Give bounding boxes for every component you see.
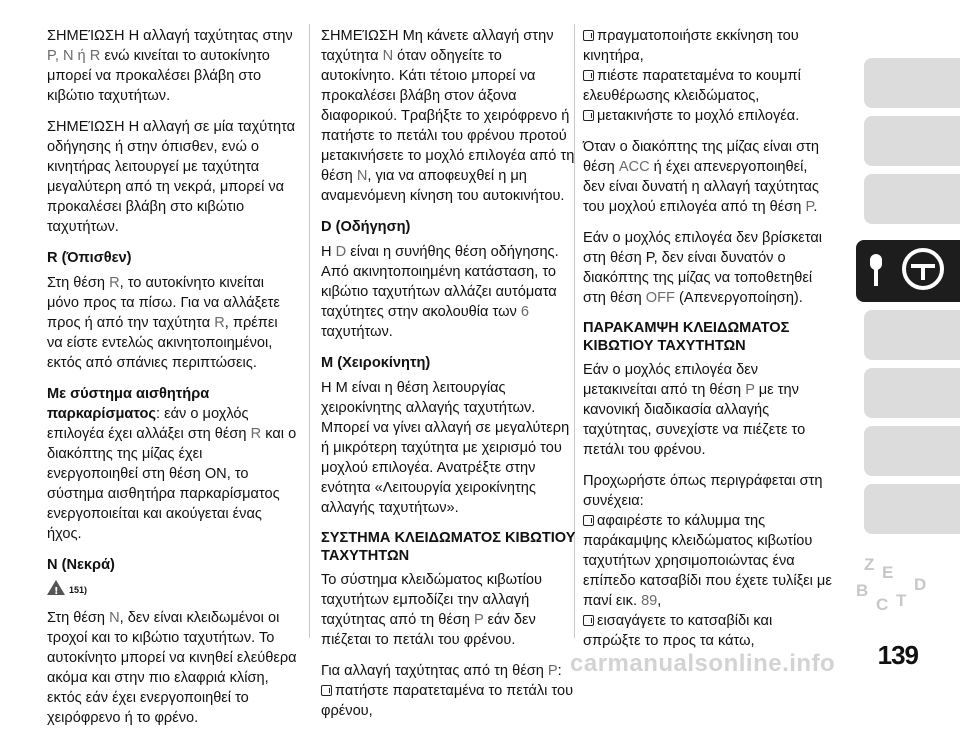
column-divider: [309, 24, 310, 638]
page-number: 139: [877, 640, 918, 670]
chapter-tab-active[interactable]: [856, 240, 960, 302]
text-column-2: [321, 26, 576, 721]
note-paragraph: ΣΗΜΕΊΩΣΗ Η αλλαγή σε μία ταχύτητα οδήγησης ή στην όπισθεν, ενώ ο κινητήρας λειτουργεί με ταχύτητα μεγαλύτερη από τη νεκρά, μπορεί να προκαλέσει βλάβη στο κιβώτιο ταχυτήτων.: [47, 119, 296, 235]
bullet-icon: [321, 685, 332, 696]
bullet-icon: [583, 110, 594, 121]
body-paragraph: Το σύστημα κλειδώματος κιβωτίου ταχυτήτων εμποδίζει την αλλαγή ταχύτητας από τη θέση P εάν δεν πιέζεται το πετάλι του φρένου.: [321, 572, 542, 648]
bullet-item: μετακινήστε το μοχλό επιλογέα.: [583, 106, 833, 126]
section-heading-manual: M (Χειροκίνητη): [321, 355, 431, 371]
body-paragraph: Με σύστημα αισθητήρα παρκαρίσματος: εάν ο μοχλός επιλογέα έχει αλλάξει στη θέση R και ο διακόπτης της μίζας έχει ενεργοποιηθεί στη θέση ON, το σύστημα αισθητήρα παρκαρίσματος ενεργοποιείται και ακούγεται ένας ήχος.: [47, 386, 297, 542]
body-paragraph: Η M είναι η θέση λειτουργίας χειροκίνητης αλλαγής ταχυτήτων. Μπορεί να γίνει αλλαγή σε μεγαλύτερη ή μικρότερη ταχύτητα με χειρισμό του μοχλού επιλογέα. Ανατρέξτε στην ενότητα «Λειτουργία χειροκίνητης αλλαγής ταχυτήτων».: [321, 380, 570, 516]
chapter-tab[interactable]: [864, 174, 960, 224]
chapter-tab[interactable]: [864, 426, 960, 476]
watermark: carmanualsonline.info: [570, 650, 836, 677]
bullet-icon: [583, 615, 594, 626]
section-heading-neutral: N (Νεκρά): [47, 557, 115, 573]
chapter-tab[interactable]: [864, 116, 960, 166]
bullet-item: πατήστε παρατεταμένα το πετάλι του φρένου,: [321, 683, 574, 719]
body-paragraph: Η D είναι η συνήθης θέση οδήγησης. Από ακινητοποιημένη κατάσταση, το κιβώτιο ταχυτήτων αλλάζει αυτόματα ταχύτητες στην ακολουθία των 6 ταχυτήτων.: [321, 244, 559, 340]
body-paragraph: Στη θέση R, το αυτοκίνητο κινείται μόνο προς τα πίσω. Για να αλλάξετε προς ή από την ταχύτητα R, πρέπει να είστε εντελώς ακινητοποιημένοι, εκτός από σπάνιες περιπτώσεις.: [47, 275, 280, 371]
body-paragraph: Προχωρήστε όπως περιγράφεται στη συνέχεια:: [583, 473, 823, 509]
bullet-icon: [583, 515, 594, 526]
chapter-tab[interactable]: [864, 58, 960, 108]
body-paragraph: Εάν ο μοχλός επιλογέα δεν βρίσκεται στη θέση P, δεν είναι δυνατόν ο διακόπτης της μίζας να τοποθετηθεί στη θέση OFF (Απενεργοποίηση).: [583, 230, 823, 306]
note-paragraph: ΣΗΜΕΊΩΣΗ Η αλλαγή ταχύτητας στην P, N ή R ενώ κινείται το αυτοκίνητο μπορεί να προκαλέσει βλάβη στο κιβώτιο ταχυτήτων.: [47, 28, 293, 104]
warning-reference[interactable]: ! 151): [47, 580, 87, 600]
key-icon: [868, 254, 884, 286]
body-paragraph: Εάν ο μοχλός επιλογέα δεν μετακινείται από τη θέση P με την κανονική διαδικασία αλλαγής ταχύτητας, συνεχίστε να πιέζετε το πετάλι του φρένου.: [583, 362, 806, 458]
bullet-item: πιέστε παρατεταμένα το κουμπί ελευθέρωσης κλειδώματος,: [583, 68, 801, 104]
steering-wheel-icon: [902, 248, 944, 290]
chapter-tab[interactable]: [864, 310, 960, 360]
bullet-icon: [583, 30, 594, 41]
bullet-item: πραγματοποιήστε εκκίνηση του κινητήρα,: [583, 28, 799, 64]
bullet-item: αφαιρέστε το κάλυμμα της παράκαμψης κλειδώματος κιβωτίου ταχυτήτων χρησιμοποιώντας ένα επίπεδο κατσαβίδι που έχετε τυλίξει με πανί εικ. 89,: [583, 513, 832, 609]
body-paragraph: Για αλλαγή ταχύτητας από τη θέση P:: [321, 663, 562, 679]
section-heading-reverse: R (Όπισθεν): [47, 250, 132, 266]
body-paragraph: Όταν ο διακόπτης της μίζας είναι στη θέση ACC ή έχει απενεργοποιηθεί, δεν είναι δυνατή η αλλαγή ταχύτητας του μοχλού επιλογέα από τη θέση P.: [583, 139, 819, 215]
section-heading-shift-lock: ΣΥΣΤΗΜΑ ΚΛΕΙΔΩΜΑΤΟΣ ΚΙΒΩΤΙΟΥ ΤΑΧΥΤΗΤΩΝ: [321, 530, 576, 564]
index-letters-decoration: Z E B C T D: [856, 555, 927, 614]
chapter-tab[interactable]: [864, 368, 960, 418]
text-column-3: [583, 26, 833, 651]
body-paragraph: Στη θέση N, δεν είναι κλειδωμένοι οι τροχοί και το κιβώτιο ταχυτήτων. Το αυτοκίνητο μπορεί να κινηθεί ελεύθερα ακόμα και στην πιο ελαφριά κλίση, εκτός εάν έχει ενεργοποιηθεί το χειρόφρενο ή το φρένο.: [47, 610, 297, 726]
bullet-icon: [583, 70, 594, 81]
chapter-tab[interactable]: [864, 484, 960, 534]
section-heading-override: ΠΑΡΑΚΑΜΨΗ ΚΛΕΙΔΩΜΑΤΟΣ ΚΙΒΩΤΙΟΥ ΤΑΧΥΤΗΤΩΝ: [583, 320, 790, 354]
bullet-item: εισαγάγετε το κατσαβίδι και σπρώξτε το προς τα κάτω,: [583, 613, 773, 649]
warning-triangle-icon: [47, 580, 65, 595]
text-column-1: [47, 26, 297, 739]
note-paragraph: ΣΗΜΕΊΩΣΗ Μη κάνετε αλλαγή στην ταχύτητα N όταν οδηγείτε το αυτοκίνητο. Κάτι τέτοιο μπορεί να προκαλέσει βλάβη στον άξονα διαφορικού. Τραβήξτε το χειρόφρενο ή πατήστε το πετάλι του φρένου προτού μετακινήσετε το μοχλό επιλογέα από τη θέση N, για να αποφευχθεί η μη αναμενόμενη κίνηση του αυτοκινήτου.: [321, 28, 575, 204]
section-heading-drive: D (Οδήγηση): [321, 219, 411, 235]
